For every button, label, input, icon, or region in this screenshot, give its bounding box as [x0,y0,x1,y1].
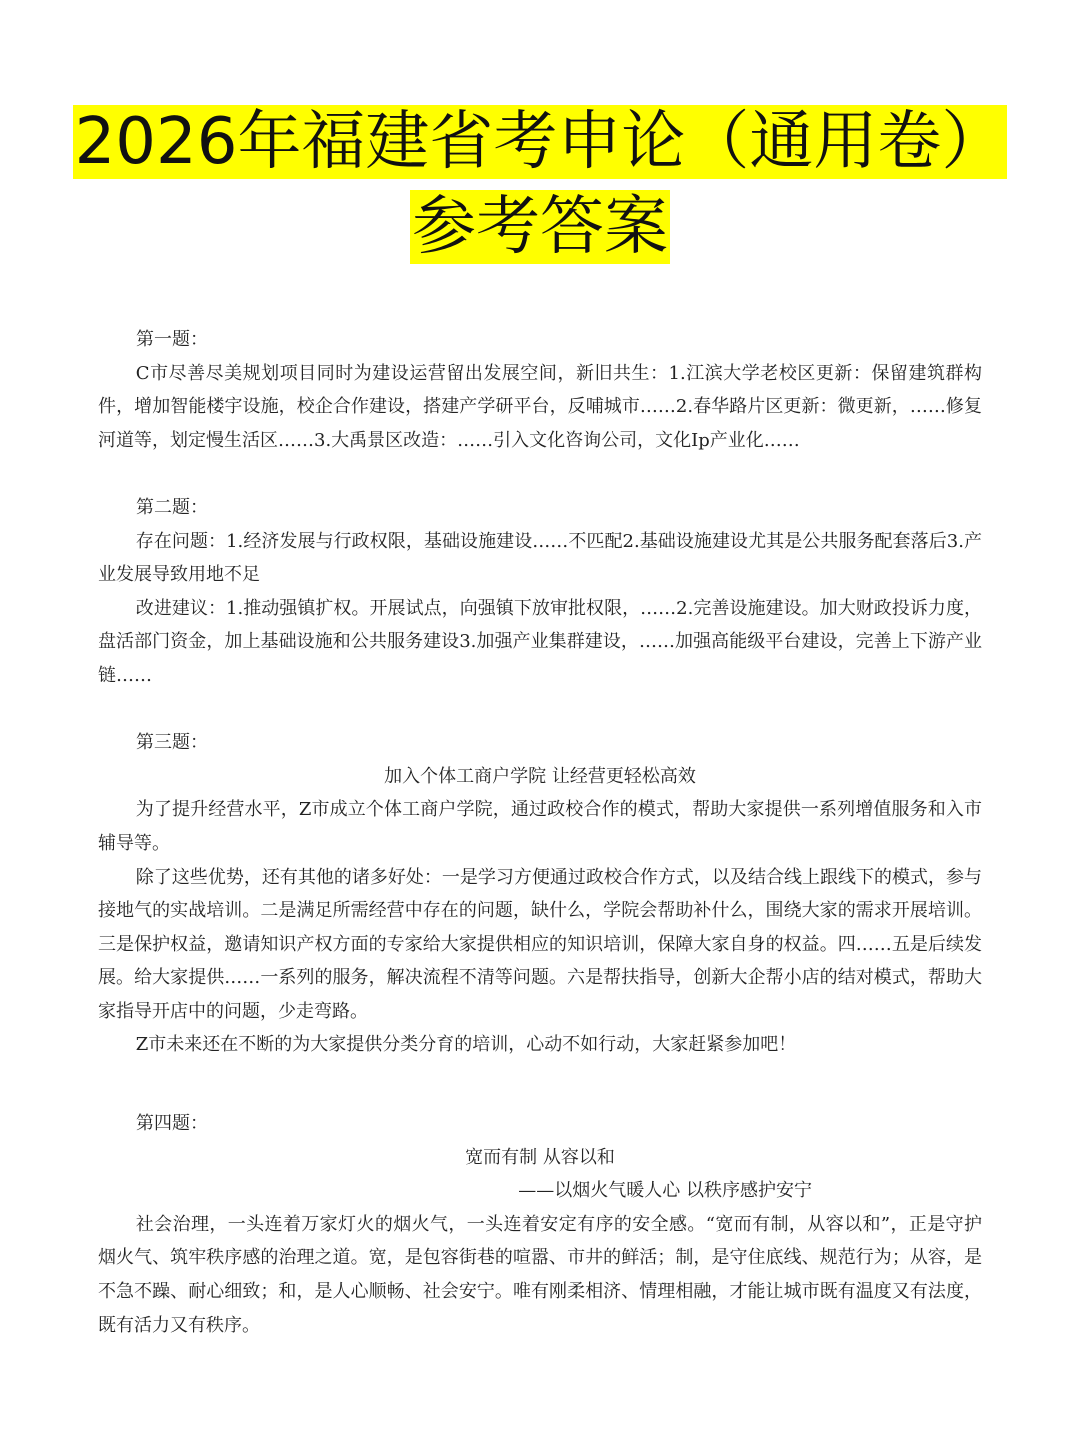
answer-paragraph: 除了这些优势，还有其他的诸多好处：一是学习方便通过政校合作方式，以及结合线上跟线下的模式，参与接地气的实战培训。二是满足所需经营中存在的问题，缺什么，学院会帮助补什么，围绕大家的需求开展培训。三是保护权益，邀请知识产权方面的专家给大家提供相应的知识培训，保障大家自身的权益。四……五是后续发展。给大家提供……一系列的服务，解决流程不清等问题。六是帮扶指导，创新大企帮小店的结对模式，帮助大家指导开店中的问题，少走弯路。 [98,866,982,1022]
essay-title: 加入个体工商户学院 让经营更轻松高效 [384,765,696,787]
question-heading: 第一题： [136,329,208,350]
answer-paragraph: 社会治理，一头连着万家灯火的烟火气，一头连着安定有序的安全感。“宽而有制，从容以和”，正是守护烟火气、筑牢秩序感的治理之道。宽，是包容街巷的喧嚣、市井的鲜活；制，是守住底线、规范行为；从容，是不急不躁、耐心细致；和，是人心顺畅、社会安宁。唯有刚柔相济、情理相融，才能让城市既有温度又有法度，既有活力又有秩序。 [98,1213,982,1336]
essay-subtitle: ——以烟火气暖人心 以秩序感护安宁 [518,1180,812,1202]
answer-paragraph: 改进建议：1.推动强镇扩权。开展试点，向强镇下放审批权限，……2.完善设施建设。加大财政投诉力度，盘活部门资金，加上基础设施和公共服务建设3.加强产业集群建设，……加强高能级平台建设，完善上下游产业链…… [98,597,982,686]
title-line-1: 2026年福建省考申论（通用卷） [74,105,1006,179]
answer-paragraph: Z市未来还在不断的为大家提供分类分育的培训，心动不如行动，大家赶紧参加吧！ [135,1034,797,1056]
answer-paragraph: 存在问题：1.经济发展与行政权限，基础设施建设……不匹配2.基础设施建设尤其是公共服务配套落后3.产业发展导致用地不足 [98,530,982,586]
question-2 [98,491,982,693]
question-heading: 第四题： [136,1113,208,1135]
document-body [98,323,982,1342]
question-4 [98,1107,982,1342]
question-heading: 第三题： [136,732,208,754]
answer-paragraph: 为了提升经营水平，Z市成立个体工商户学院，通过政校合作的模式，帮助大家提供一系列增值服务和入市辅导等。 [98,799,982,854]
question-3 [98,726,982,1062]
document-title [0,100,1080,270]
question-heading: 第二题： [136,496,208,518]
title-line-2: 参考答案 [412,190,668,264]
question-1 [98,323,982,457]
answer-paragraph: C市尽善尽美规划项目同时为建设运营留出发展空间，新旧共生：1.江滨大学老校区更新：保留建筑群构件，增加智能楼宇设施，校企合作建设，搭建产学研平台，反哺城市……2.春华路片区更新：微更新，……修复河道等，划定慢生活区……3.大禹景区改造：……引入文化咨询公司，文化Ip产业化…… [98,362,982,451]
essay-title: 宽而有制 从容以和 [465,1146,615,1168]
